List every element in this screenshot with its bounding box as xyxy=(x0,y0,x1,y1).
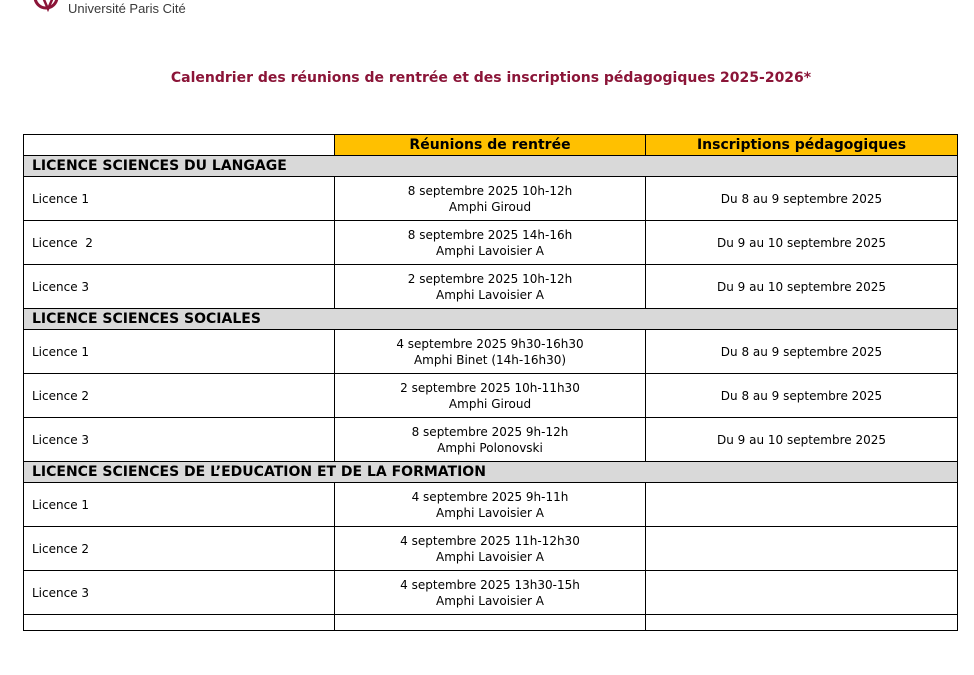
meeting-cell xyxy=(335,527,646,571)
empty-cell xyxy=(646,615,958,631)
meeting-date: 2 septembre 2025 10h-11h30 xyxy=(400,380,580,395)
section-header-langage xyxy=(24,156,958,177)
inscription-cell xyxy=(646,527,958,571)
inscription-cell: Du 9 au 10 septembre 2025 xyxy=(646,418,958,462)
licence-cell: Licence 2 xyxy=(24,527,335,571)
university-name: Université Paris Cité xyxy=(68,1,186,16)
meeting-cell xyxy=(335,483,646,527)
table-row xyxy=(24,177,958,221)
university-logo xyxy=(32,0,186,17)
header-empty-cell xyxy=(24,135,335,156)
meeting-cell xyxy=(335,177,646,221)
meeting-date: 8 septembre 2025 10h-12h xyxy=(407,183,573,198)
meeting-place: Amphi Lavoisier A xyxy=(435,287,544,302)
meeting-date: 4 septembre 2025 9h30-16h30 xyxy=(396,336,584,351)
licence-cell: Licence 1 xyxy=(24,483,335,527)
table-row xyxy=(24,374,958,418)
header-meetings: Réunions de rentrée xyxy=(335,135,646,156)
meeting-date: 4 septembre 2025 13h30-15h xyxy=(400,577,580,592)
header-inscriptions: Inscriptions pédagogiques xyxy=(646,135,958,156)
section-title: LICENCE SCIENCES SOCIALES xyxy=(24,309,958,330)
empty-table-row xyxy=(24,615,958,631)
inscription-cell: Du 8 au 9 septembre 2025 xyxy=(646,330,958,374)
empty-cell xyxy=(335,615,646,631)
meeting-place: Amphi Lavoisier A xyxy=(435,243,544,258)
meeting-place: Amphi Lavoisier A xyxy=(435,549,544,564)
meeting-cell xyxy=(335,330,646,374)
meeting-place: Amphi Giroud xyxy=(448,396,532,411)
table-header-row xyxy=(24,135,958,156)
meeting-date: 8 septembre 2025 14h-16h xyxy=(407,227,573,242)
inscription-cell: Du 8 au 9 septembre 2025 xyxy=(646,374,958,418)
inscription-cell: Du 9 au 10 septembre 2025 xyxy=(646,221,958,265)
meeting-date: 4 septembre 2025 9h-11h xyxy=(411,489,569,504)
table-row xyxy=(24,221,958,265)
licence-cell: Licence 2 xyxy=(24,374,335,418)
licence-cell: Licence 1 xyxy=(24,330,335,374)
meeting-cell xyxy=(335,265,646,309)
meeting-cell xyxy=(335,571,646,615)
table-row xyxy=(24,330,958,374)
meeting-place: Amphi Lavoisier A xyxy=(435,593,544,608)
section-header-education xyxy=(24,462,958,483)
inscription-cell xyxy=(646,571,958,615)
schedule-table xyxy=(23,134,958,631)
licence-cell: Licence 3 xyxy=(24,418,335,462)
table-row xyxy=(24,483,958,527)
meeting-cell xyxy=(335,374,646,418)
meeting-place: Amphi Polonovski xyxy=(437,440,543,455)
licence-cell: Licence 3 xyxy=(24,571,335,615)
licence-cell: Licence 3 xyxy=(24,265,335,309)
meeting-place: Amphi Giroud xyxy=(448,199,532,214)
meeting-cell xyxy=(335,221,646,265)
meeting-place: Amphi Lavoisier A xyxy=(435,505,544,520)
table-row xyxy=(24,527,958,571)
page-title: Calendrier des réunions de rentrée et des inscriptions pédagogiques 2025-2026* xyxy=(170,70,812,86)
inscription-cell: Du 9 au 10 septembre 2025 xyxy=(646,265,958,309)
section-title: LICENCE SCIENCES DU LANGAGE xyxy=(24,156,958,177)
table-row xyxy=(24,571,958,615)
university-emblem-icon xyxy=(32,0,62,17)
empty-cell xyxy=(24,615,335,631)
meeting-date: 4 septembre 2025 11h-12h30 xyxy=(400,533,580,548)
section-header-sociales xyxy=(24,309,958,330)
meeting-date: 8 septembre 2025 9h-12h xyxy=(411,424,569,439)
inscription-cell: Du 8 au 9 septembre 2025 xyxy=(646,177,958,221)
section-title: LICENCE SCIENCES DE L’EDUCATION ET DE LA FORMATION xyxy=(24,462,958,483)
licence-cell: Licence 2 xyxy=(24,221,335,265)
inscription-cell xyxy=(646,483,958,527)
table-row xyxy=(24,418,958,462)
meeting-date: 2 septembre 2025 10h-12h xyxy=(407,271,573,286)
licence-cell: Licence 1 xyxy=(24,177,335,221)
table-row xyxy=(24,265,958,309)
meeting-place: Amphi Binet (14h-16h30) xyxy=(413,352,567,367)
meeting-cell xyxy=(335,418,646,462)
